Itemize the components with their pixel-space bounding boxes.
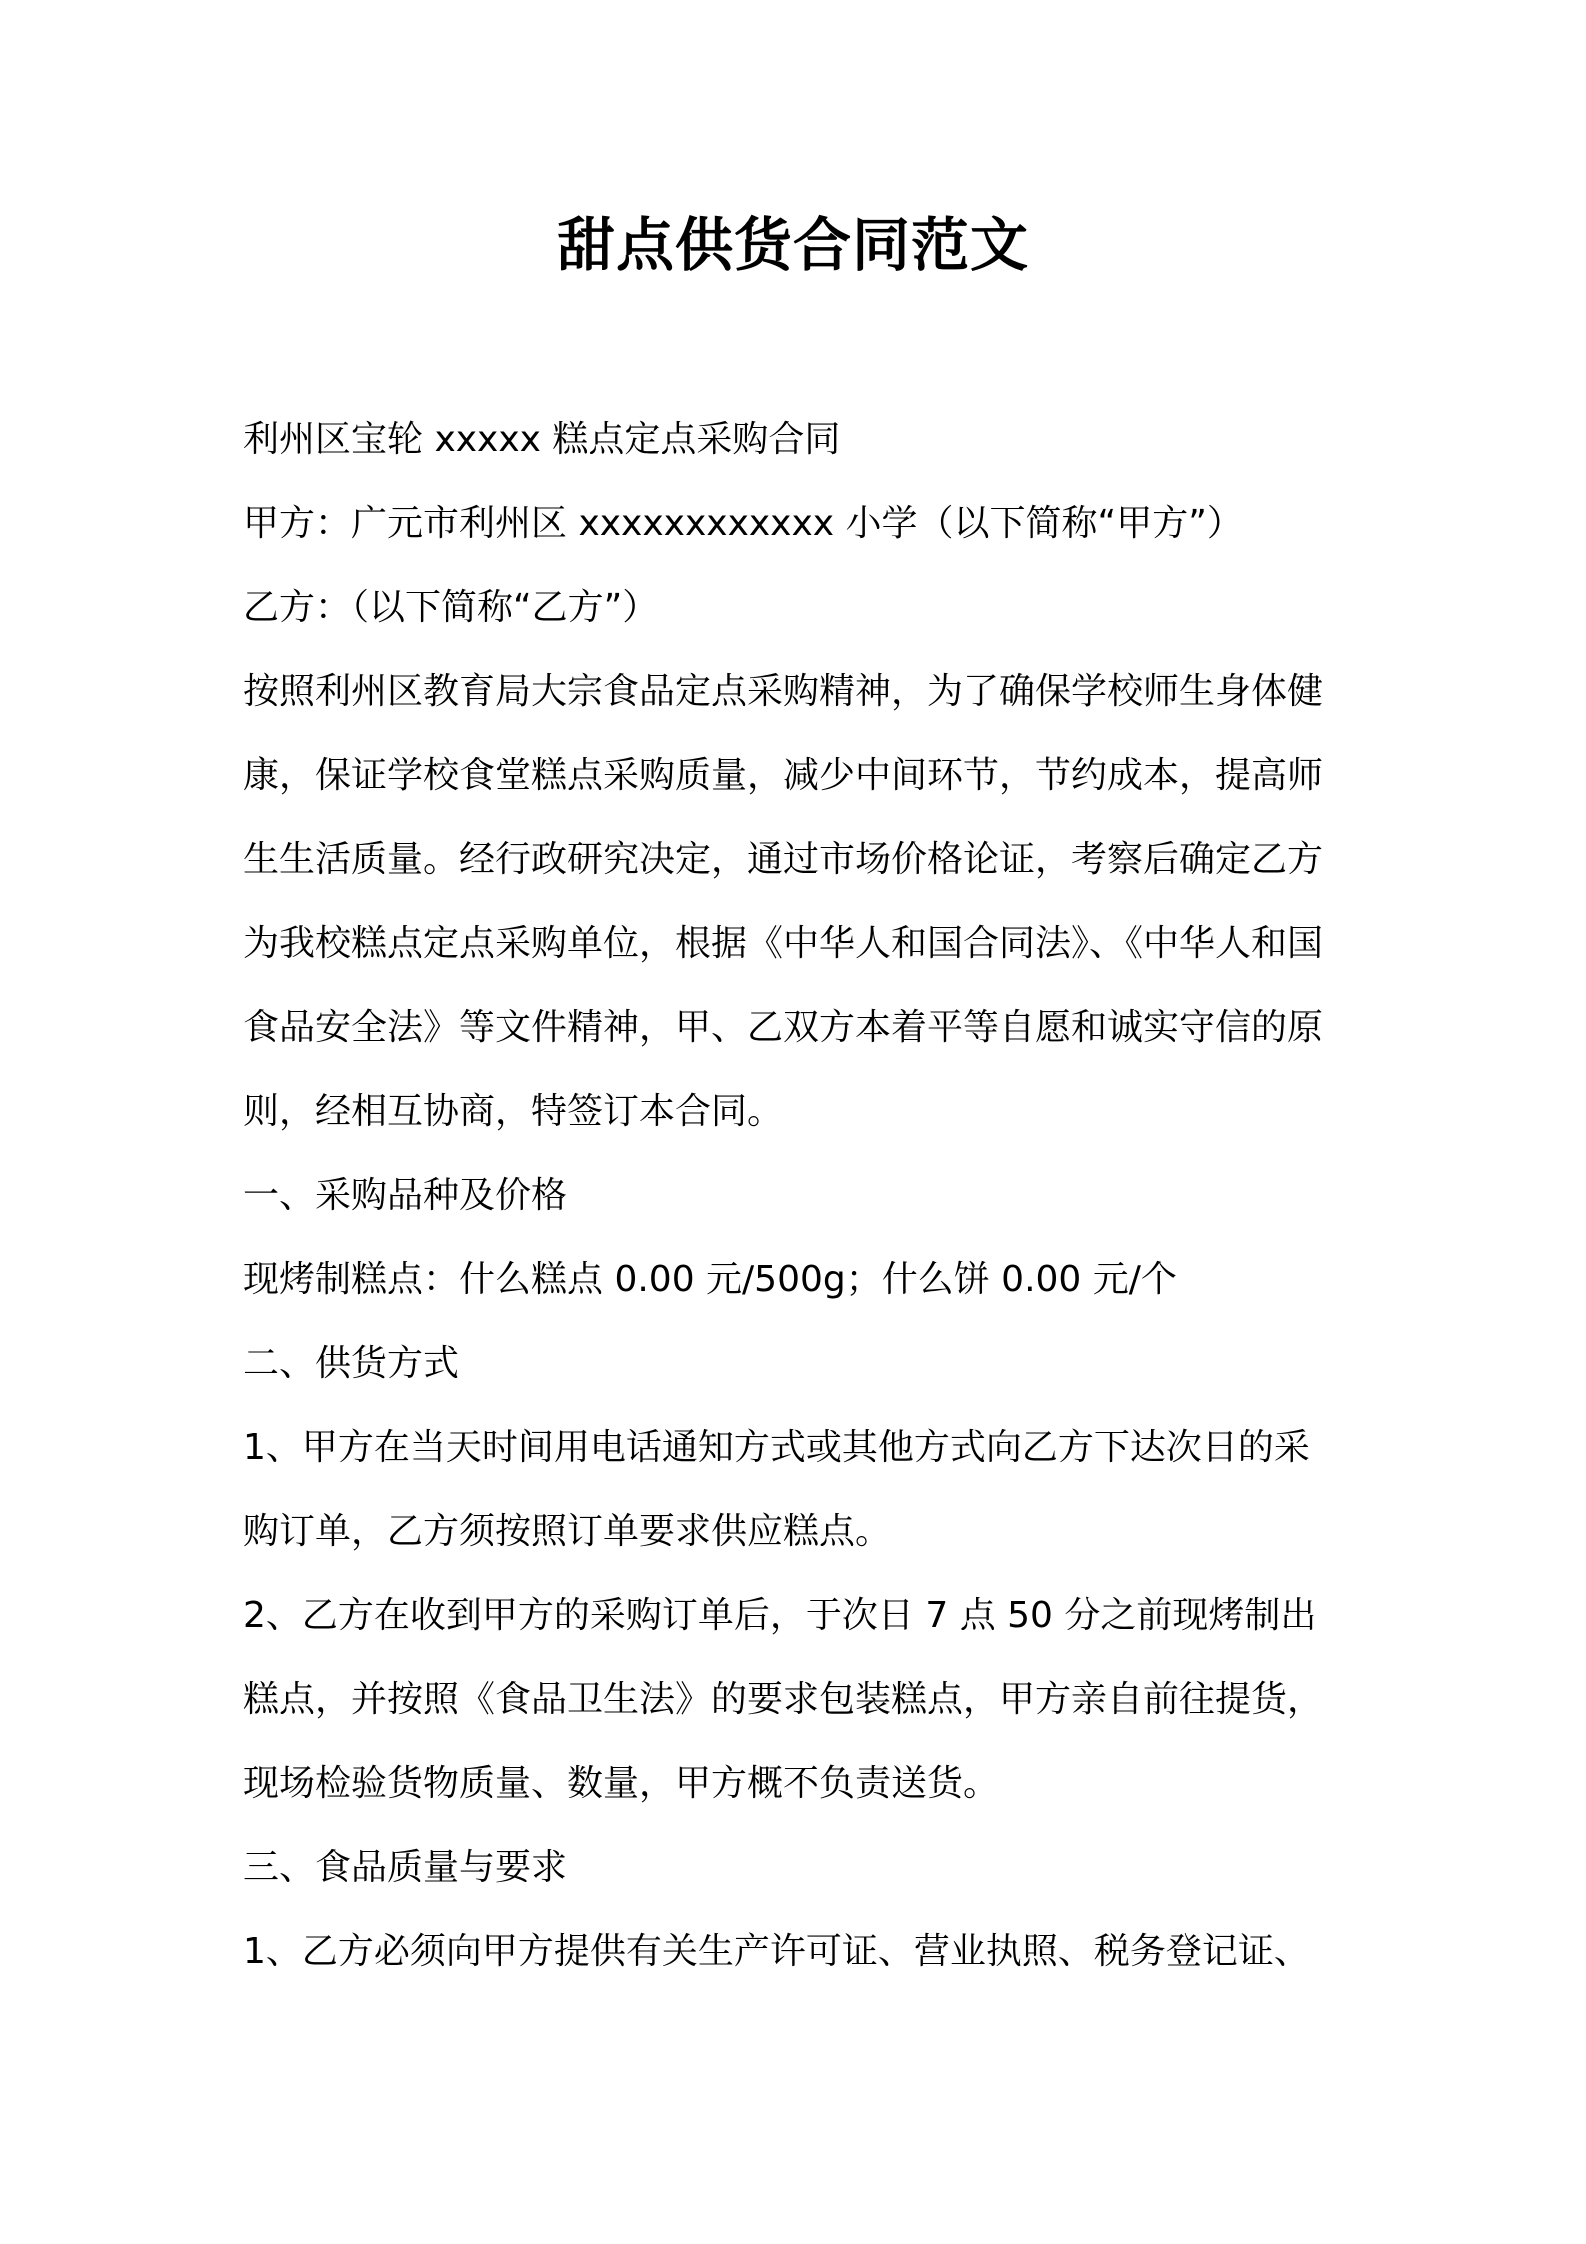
preamble-line: 则，经相互协商，特签订本合同。	[243, 1091, 784, 1132]
clause-line: 现场检验货物质量、数量，甲方概不负责送货。	[243, 1763, 1000, 1804]
clause-line: 1、乙方必须向甲方提供有关生产许可证、营业执照、税务登记证、	[243, 1931, 1310, 1972]
clause-line: 购订单，乙方须按照订单要求供应糕点。	[243, 1511, 892, 1552]
section-heading-1: 一、采购品种及价格	[243, 1175, 568, 1216]
clause-line: 1、甲方在当天时间用电话通知方式或其他方式向乙方下达次日的采	[243, 1427, 1310, 1468]
document-title: 甜点供货合同范文	[556, 211, 1029, 279]
clause-line: 2、乙方在收到甲方的采购订单后，于次日 7 点 50 分之前现烤制出	[243, 1595, 1317, 1636]
preamble-line: 食品安全法》等文件精神，甲、乙双方本着平等自愿和诚实守信的原	[243, 1007, 1324, 1048]
party-b-line: 乙方：（以下简称“乙方”）	[243, 587, 659, 628]
clause-line: 糕点，并按照《食品卫生法》的要求包装糕点，甲方亲自前往提货，	[243, 1679, 1324, 1720]
section-heading-3: 三、食品质量与要求	[243, 1847, 568, 1888]
party-a-line: 甲方：广元市利州区 xxxxxxxxxxxx 小学（以下简称“甲方”）	[243, 503, 1243, 544]
preamble-line: 为我校糕点定点采购单位，根据《中华人和国合同法》、《中华人和国	[243, 923, 1324, 964]
preamble-line: 按照利州区教育局大宗食品定点采购精神，为了确保学校师生身体健	[243, 671, 1324, 712]
preamble-line: 康，保证学校食堂糕点采购质量，减少中间环节，节约成本，提高师	[243, 755, 1324, 796]
preamble-line: 生生活质量。经行政研究决定，通过市场价格论证，考察后确定乙方	[243, 839, 1324, 880]
contract-name-line: 利州区宝轮 xxxxx 糕点定点采购合同	[243, 419, 841, 460]
document-body	[243, 398, 1353, 1994]
section-heading-2: 二、供货方式	[243, 1343, 460, 1384]
price-line: 现烤制糕点：什么糕点 0.00 元/500g；什么饼 0.00 元/个	[243, 1259, 1177, 1300]
